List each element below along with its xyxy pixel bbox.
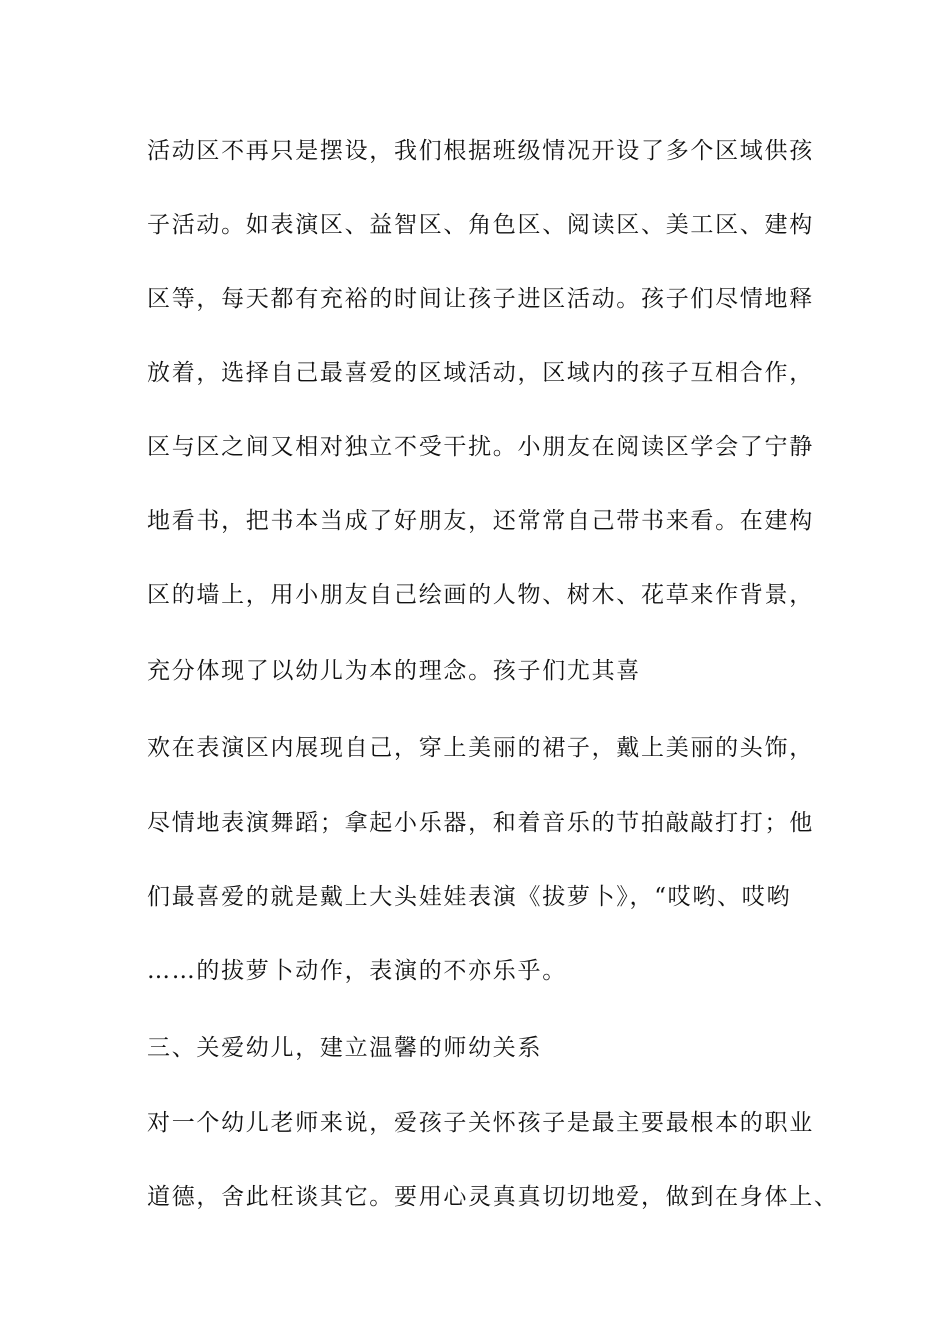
body-text-line: 区等，每天都有充裕的时间让孩子进区活动。孩子们尽情地释 <box>147 286 814 312</box>
body-text-line: 尽情地表演舞蹈；拿起小乐器，和着音乐的节拍敲敲打打；他 <box>147 810 814 836</box>
body-text-line: 区与区之间又相对独立不受干扰。小朋友在阅读区学会了宁静 <box>147 434 814 460</box>
body-text-line: 地看书，把书本当成了好朋友，还常常自己带书来看。在建构 <box>147 508 814 534</box>
body-text-line: 充分体现了以幼儿为本的理念。孩子们尤其喜 <box>147 658 641 684</box>
section-heading: 三、关爱幼儿，建立温馨的师幼关系 <box>147 1035 543 1061</box>
body-text-line: 道德，舍此枉谈其它。要用心灵真真切切地爱，做到在身体上、 <box>147 1184 839 1210</box>
body-text-line: 们最喜爱的就是戴上大头娃娃表演《拔萝卜》，“哎哟、哎哟 <box>147 884 792 910</box>
body-text-line: 区的墙上，用小朋友自己绘画的人物、树木、花草来作背景， <box>147 582 814 608</box>
body-text-line: 子活动。如表演区、益智区、角色区、阅读区、美工区、建构 <box>147 212 814 238</box>
body-text-line: ……的拔萝卜动作，表演的不亦乐乎。 <box>147 958 567 984</box>
body-text-line: 放着，选择自己最喜爱的区域活动，区域内的孩子互相合作， <box>147 360 814 386</box>
body-text-line: 活动区不再只是摆设，我们根据班级情况开设了多个区域供孩 <box>147 138 814 164</box>
body-text-line: 对一个幼儿老师来说，爱孩子关怀孩子是最主要最根本的职业 <box>147 1110 814 1136</box>
body-text-line: 欢在表演区内展现自己，穿上美丽的裙子，戴上美丽的头饰， <box>147 735 814 761</box>
